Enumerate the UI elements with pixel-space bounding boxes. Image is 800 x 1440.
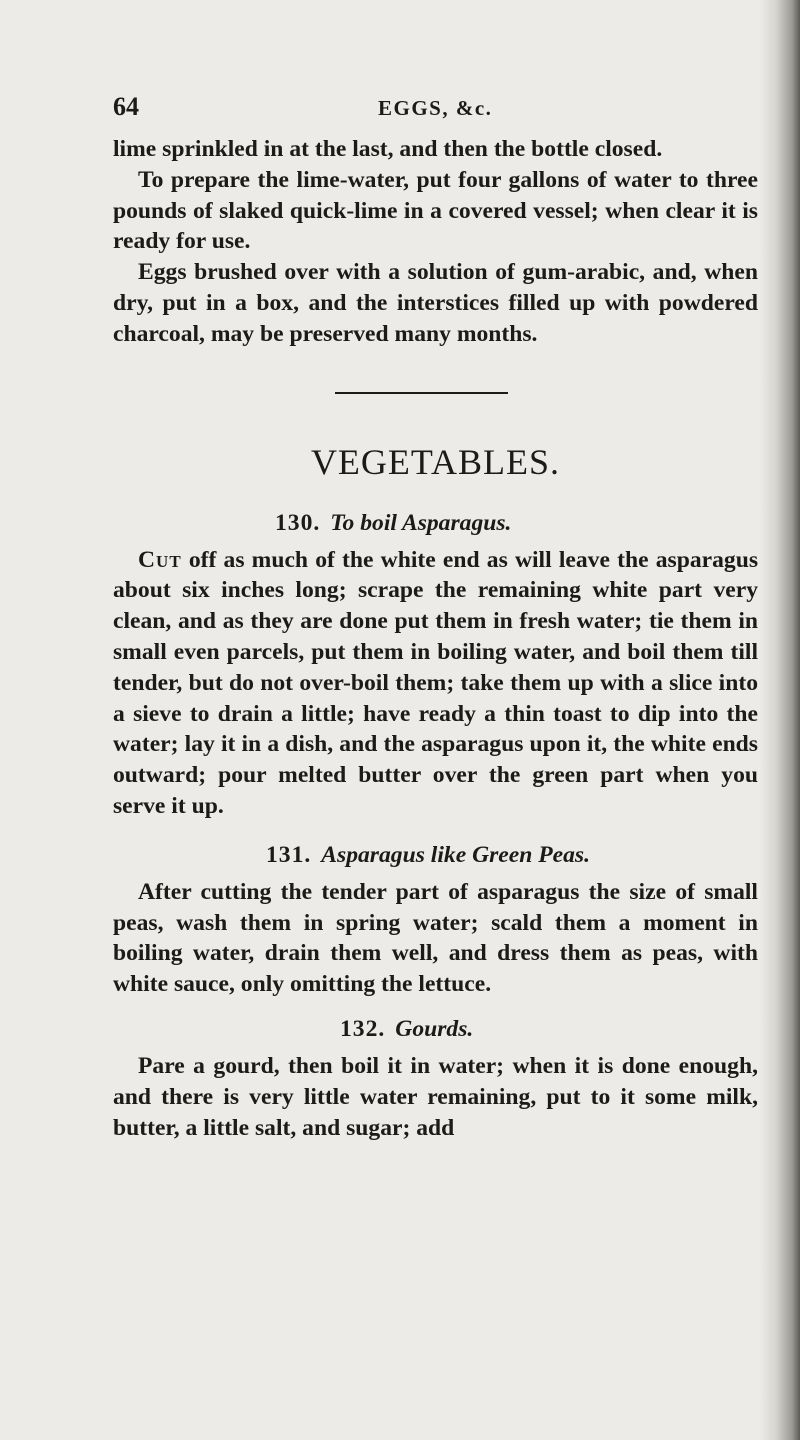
recipe-body: off as much of the white end as will leave the asparagus about six inches long; scrape the remaining white part very clean, and as they are done put them in fresh water; tie them in small even parcels, put them in boiling water, and boil them till tender, but do not over-boil them; take them up with a slice into a sieve to drain a little; have ready a thin toast to dip into the water; lay it in a dish, and the asparagus upon it, the white ends outward; pour melted butter over the green part when you serve it up.: [113, 546, 758, 819]
page-number: 64: [113, 92, 139, 121]
book-page: [113, 92, 758, 1143]
recipe-name: Gourds.: [395, 1015, 474, 1042]
paragraph-continuation: lime sprinkled in at the last, and then the bottle closed.: [113, 136, 663, 162]
recipe-number: 132.: [340, 1015, 386, 1042]
page-header: [113, 92, 758, 134]
recipe-title-131: [113, 842, 758, 869]
recipe-text-131: After cutting the tender part of asparagus the size of small peas, wash them in spring water; scald them a moment in boiling water, drain them well, and dress them as peas, with white sauce, only omitting the lettuce.: [113, 878, 758, 998]
recipe-lead-word: Cut: [138, 546, 182, 573]
recipe-title-130: [113, 510, 758, 537]
running-head: EGGS, &c.: [378, 96, 493, 120]
section-divider: [335, 392, 508, 394]
recipe-name: To boil Asparagus.: [330, 509, 512, 536]
recipe-title-132: [113, 1016, 758, 1043]
recipe-number: 131.: [266, 841, 312, 868]
recipe-text-132: Pare a gourd, then boil it in water; when it is done enough, and there is very little water remaining, put to it some milk, butter, a little salt, and sugar; add: [113, 1052, 758, 1141]
section-title: VEGETABLES.: [310, 441, 561, 482]
page-edge-shadow: [760, 0, 800, 1440]
recipe-text-130: [113, 545, 758, 822]
recipe-number: 130.: [275, 509, 321, 536]
paragraph-lime-water: To prepare the lime-water, put four gallons of water to three pounds of slaked quick-lime in a covered vessel; when clear it is ready for use.: [113, 166, 758, 255]
paragraph-gum-arabic: Eggs brushed over with a solution of gum-arabic, and, when dry, put in a box, and the interstices filled up with powdered charcoal, may be preserved many months.: [113, 259, 758, 347]
recipe-name: Asparagus like Green Peas.: [321, 841, 591, 868]
